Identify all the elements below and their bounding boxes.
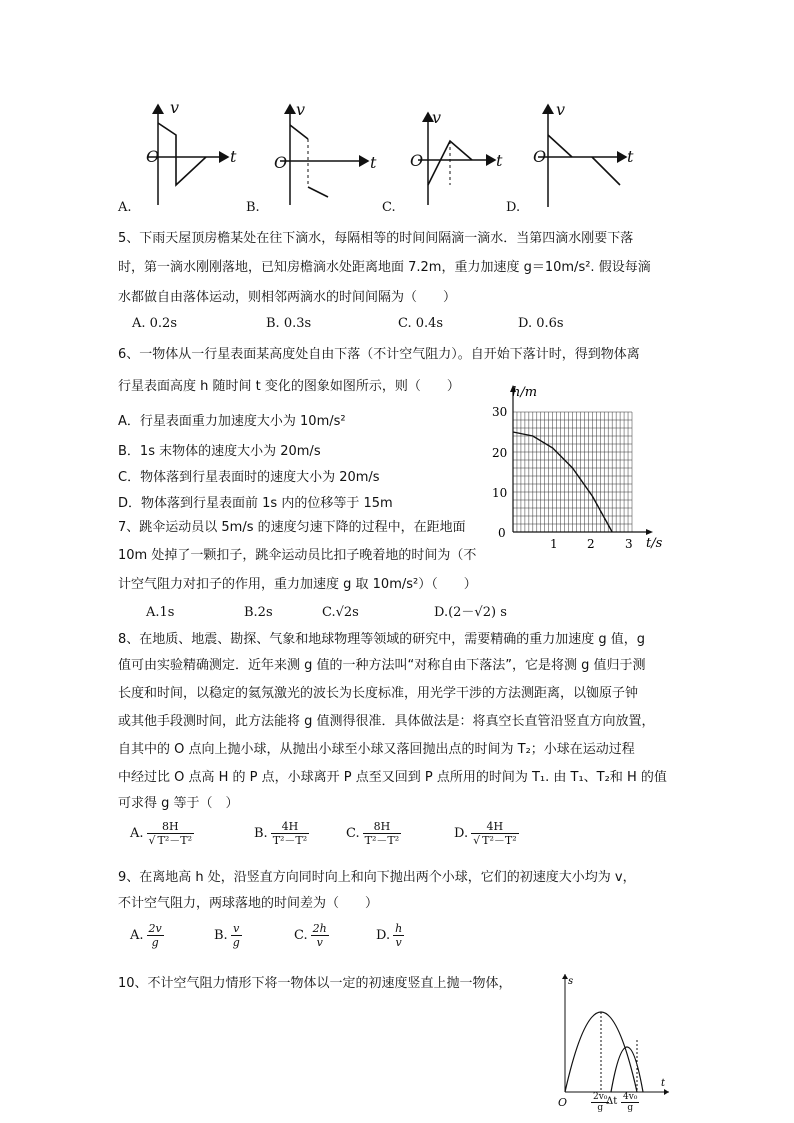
q10-line1: 10、不计空气阻力情形下将一物体以一定的初速度竖直上抛一物体， [118, 976, 512, 991]
q7-line3: 计空气阻力对扣子的作用，重力加速度 g 取 10m/s²）（ ） [118, 577, 477, 592]
option-d-label: D. [506, 200, 521, 215]
option-c-label: C. [382, 200, 396, 215]
tick-4v0-over-g: $\frac{\text{4v₀}}{g}$ [623, 1092, 638, 1113]
graph-a-t-label: t [230, 147, 237, 166]
chart-ytick-30: 30 [492, 405, 508, 419]
tick-delta-t: Δt [606, 1096, 618, 1107]
q7-option-a: A.1s [146, 605, 175, 620]
q6-line2: 行星表面高度 h 随时间 t 变化的图象如图所示，则（ ） [118, 379, 460, 394]
chart-series [513, 432, 612, 532]
chart-ytick-10: 10 [492, 486, 508, 500]
graph-c-v-label: v [432, 108, 442, 127]
q5-option-d: D. 0.6s [518, 316, 564, 331]
q8-line6: 中经过比 O 点高 H 的 P 点，小球离开 P 点至又回到 P 点所用的时间为 T₁. 由 T₁、T₂和 H 的值 [118, 770, 667, 785]
s-t-origin-label: O [558, 1096, 568, 1109]
q9-line2: 不计空气阻力，两球落地的时间差为（ ） [118, 896, 379, 911]
graph-c-t-label: t [496, 151, 503, 170]
chart-xlabel: t/s [646, 536, 663, 551]
chart-xtick-2: 2 [587, 537, 595, 551]
q6-option-b: B．1s 末物体的速度大小为 20m/s [118, 444, 321, 459]
graph-a-v-label: v [170, 98, 180, 117]
x-axis-arrow [646, 529, 653, 535]
q6-option-a: A．行星表面重力加速度大小为 10m/s² [118, 414, 346, 429]
series-h-curve [513, 432, 612, 532]
q5-option-a: A. 0.2s [132, 316, 177, 331]
s-axis-label: s [568, 976, 574, 987]
graph-c-origin-label: O [410, 151, 424, 170]
q6-line1: 6、一物体从一行星表面某高度处自由下落（不计空气阻力）。自开始下落计时，得到物体离 [118, 347, 640, 362]
q9-option-d: D. $\frac{h}{v}$ [376, 922, 403, 949]
chart-ytick-20: 20 [492, 446, 508, 460]
graph-d-origin-label: O [533, 147, 547, 166]
graph-c [418, 113, 495, 205]
graph-b-v-label: v [296, 100, 306, 119]
s-t-figure [555, 970, 675, 1100]
graph-b-origin-label: O [274, 153, 288, 172]
q8-option-d: D. $\frac{4H}{\text{√ T²－T²}}$ [454, 820, 517, 847]
tick-2v0-over-g: $\frac{\text{2v₀}}{g}$ [593, 1092, 608, 1113]
h-t-chart [480, 380, 680, 555]
q8-option-c: C. $\frac{8H}{\text{T²－T²}}$ [346, 820, 400, 847]
q5-line3: 水都做自由落体运动，则相邻两滴水的时间间隔为（ ） [118, 290, 457, 305]
graph-a [148, 105, 228, 205]
q9-line1: 9、在离地高 h 处，沿竖直方向同时向上和向下抛出两个小球，它们的初速度大小均为 v， [118, 870, 636, 885]
chart-ylabel: h/m [512, 385, 538, 400]
graph-b [280, 105, 368, 205]
q6-option-d: D．物体落到行星表面前 1s 内的位移等于 15m [118, 496, 393, 511]
q6-option-c: C．物体落到行星表面时的速度大小为 20m/s [118, 470, 380, 485]
chart-grid [513, 412, 632, 532]
chart-ytick-0: 0 [498, 526, 506, 540]
graph-d-t-label: t [627, 147, 634, 166]
graph-b-t-label: t [370, 153, 377, 172]
q8-option-b: B. $\frac{4H}{\text{T²－T²}}$ [254, 820, 308, 847]
t-axis-label: t [661, 1078, 666, 1089]
q8-line3: 长度和时间，以稳定的氦氖激光的波长为长度标准，用光学干涉的方法测距离，以铷原子钟 [118, 686, 639, 701]
q5-line1: 5、下雨天屋顶房檐某处在往下滴水，每隔相等的时间间隔滴一滴水．当第四滴水刚要下落 [118, 231, 634, 246]
q5-line2: 时，第一滴水刚刚落地，已知房檐滴水处距离地面 7.2m，重力加速度 g＝10m/s². 假设每滴 [118, 260, 651, 275]
q7-option-c: C.√2s [322, 605, 359, 620]
q7-option-d: D.(2－√2) s [434, 605, 507, 620]
q5-option-b: B. 0.3s [266, 316, 312, 331]
q7-line2: 10m 处掉了一颗扣子，跳伞运动员比扣子晚着地的时间为（不 [118, 548, 477, 563]
q8-line5: 自其中的 O 点向上抛小球，从抛出小球至小球又落回抛出点的时间为 T₂；小球在运动过程 [118, 742, 635, 757]
q9-option-c: C. $\frac{2h}{v}$ [294, 922, 327, 949]
q8-line2: 值可由实验精确测定．近年来测 g 值的一种方法叫“对称自由下落法”，它是将测 g 值归于测 [118, 658, 646, 673]
q7-option-b: B.2s [244, 605, 273, 620]
q9-option-a: A. $\frac{2v}{g}$ [130, 922, 162, 949]
q8-option-a: A. $\frac{8H}{\text{√ T²－T²}}$ [130, 820, 193, 847]
chart-xtick-1: 1 [550, 537, 558, 551]
q8-line4: 或其他手段测时间，此方法能将 g 值测得很准．具体做法是：将真空长直管沿竖直方向放置， [118, 714, 655, 729]
option-b-label: B. [246, 200, 260, 215]
graph-d [538, 105, 626, 207]
graph-d-v-label: v [556, 100, 566, 119]
q8-line1: 8、在地质、地震、勘探、气象和地球物理等领域的研究中，需要精确的重力加速度 g 值，g [118, 632, 646, 647]
q5-option-c: C. 0.4s [398, 316, 444, 331]
q7-line1: 7、跳伞运动员以 5m/s 的速度匀速下降的过程中，在距地面 [118, 520, 466, 535]
graph-a-origin-label: O [146, 147, 160, 166]
chart-xtick-3: 3 [625, 537, 633, 551]
q8-line7: 可求得 g 等于（ ） [118, 796, 239, 811]
q9-option-b: B. $\frac{v}{g}$ [214, 922, 240, 949]
option-a-label: A. [118, 200, 132, 215]
